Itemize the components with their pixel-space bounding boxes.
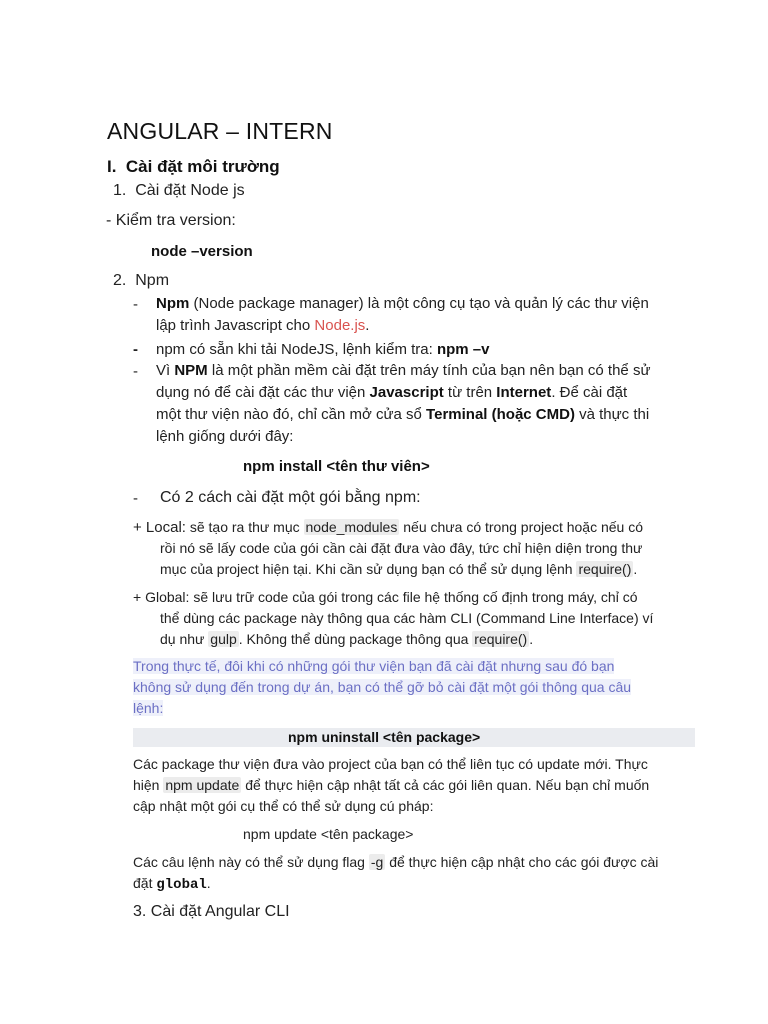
- npm-bullet-3-line-1: [156, 362, 650, 379]
- bold-term: Internet: [496, 384, 552, 401]
- text: đặt: [133, 875, 157, 891]
- global-line-2: thể dùng các package này thông qua các hàm CLI (Command Line Interface) ví: [160, 610, 654, 626]
- global-line-1: + Global: sẽ lưu trữ code của gói trong các file hệ thống cố định trong máy, chỉ có: [133, 589, 638, 605]
- text: để thực hiện cập nhật tất cả các gói liên quan. Nếu bạn chỉ muốn: [241, 777, 650, 793]
- text: dụ như: [160, 631, 209, 647]
- inline-code: node_modules: [305, 519, 398, 535]
- update-line-1: Các package thư viện đưa vào project của bạn có thể liên tục có update mới. Thực: [133, 756, 648, 772]
- local-line-2: rồi nó sẽ lấy code của gói cần cài đặt đưa vào đây, tức chỉ hiện diện trong thư: [160, 540, 643, 556]
- flag-line-2: [133, 875, 211, 893]
- note-line-1: [133, 658, 614, 674]
- text: là một phần mềm cài đặt trên máy tính của bạn nên bạn có thể sử: [207, 362, 651, 379]
- bold-command: npm –v: [436, 341, 490, 358]
- bold-term: Npm: [156, 295, 190, 312]
- npm-bullet-3-line-2: [156, 384, 627, 401]
- global-line-3: [160, 631, 533, 647]
- text: .: [529, 631, 534, 647]
- npm-bullet-2: [156, 341, 489, 358]
- text: .: [633, 561, 638, 577]
- check-version-text: - Kiểm tra version:: [106, 212, 236, 229]
- bold-term: Terminal (hoặc CMD): [426, 406, 575, 423]
- text: .: [365, 317, 370, 334]
- npm-bullet-3-line-4: lệnh giống dưới đây:: [156, 428, 294, 445]
- text: npm có sẵn khi tải NodeJS, lệnh kiểm tra:: [156, 341, 437, 358]
- text: nếu chưa có trong project hoặc nếu có: [399, 519, 643, 535]
- command-node-version: node –version: [151, 243, 253, 260]
- note-line-3: [133, 700, 163, 716]
- inline-code: -g: [370, 854, 384, 870]
- list-item-number: 2.: [113, 272, 127, 289]
- bullet-dash: -: [133, 363, 138, 380]
- section-number: I.: [107, 157, 117, 176]
- bullet-dash: -: [133, 341, 138, 358]
- text: lập trình Javascript cho: [156, 317, 315, 334]
- page-title: ANGULAR – INTERN: [107, 118, 333, 144]
- local-line-1: [133, 519, 643, 536]
- list-item-1: [113, 182, 245, 200]
- text: và thực thi: [574, 406, 650, 423]
- command-npm-update-package: npm update <tên package>: [243, 826, 414, 842]
- highlighted-text: lệnh:: [133, 700, 164, 716]
- text: để thực hiện cập nhật cho các gói được cài: [385, 854, 659, 870]
- text: Vì: [156, 362, 175, 379]
- text: (Node package manager) là một công cụ tạo và quản lý các thư viện: [189, 295, 649, 312]
- section-title: Cài đặt môi trường: [125, 157, 280, 176]
- highlighted-text: không sử dụng đến trong dự án, bạn có thể gỡ bỏ cài đặt một gói thông qua câu: [133, 679, 632, 695]
- nodejs-link[interactable]: Node.js: [314, 317, 366, 334]
- note-line-2: [133, 679, 631, 695]
- list-item-2: [113, 272, 169, 290]
- inline-code: require(): [474, 631, 528, 647]
- command-npm-uninstall: npm uninstall <tên package>: [288, 729, 481, 745]
- command-npm-install: npm install <tên thư viên>: [243, 458, 430, 475]
- inline-code: gulp: [210, 631, 237, 647]
- bold-term: global: [156, 877, 207, 893]
- bold-term: Javascript: [369, 384, 444, 401]
- local-line-3: [160, 561, 637, 577]
- text: .: [206, 875, 211, 891]
- section-heading: [107, 157, 280, 177]
- text: Các câu lệnh này có thể sử dụng flag: [133, 854, 369, 870]
- npm-bullet-1-line-1: [156, 295, 649, 312]
- text: dụng nó để cài đặt các thư viện: [156, 384, 370, 401]
- npm-bullet-1-line-2: [156, 317, 369, 334]
- text: một thư viện nào đó, chỉ cần mở cửa sổ: [156, 406, 427, 423]
- list-item-3: 3. Cài đặt Angular CLI: [133, 903, 290, 920]
- flag-line-1: [133, 854, 658, 870]
- local-label: + Local:: [133, 519, 186, 536]
- list-item-text: Npm: [135, 272, 170, 289]
- text: mục của project hiện tại. Khi cần sử dụng bạn có thể sử dụng lệnh: [160, 561, 577, 577]
- inline-code: npm update: [165, 777, 240, 793]
- bullet-dash: -: [133, 490, 138, 507]
- bold-term: NPM: [174, 362, 208, 379]
- update-line-2: [133, 777, 649, 793]
- two-ways-text: Có 2 cách cài đặt một gói bằng npm:: [160, 489, 421, 506]
- text: . Không thể dùng package thông qua: [238, 631, 473, 647]
- npm-bullet-3-line-3: [156, 406, 649, 423]
- list-item-text: Cài đặt Node js: [135, 182, 245, 199]
- list-item-number: 1.: [113, 182, 127, 199]
- bullet-dash: -: [133, 296, 138, 313]
- inline-code: require(): [578, 561, 632, 577]
- update-line-3: cập nhật một gói cụ thể có thể sử dụng cú pháp:: [133, 798, 434, 814]
- text: hiện: [133, 777, 164, 793]
- text: từ trên: [443, 384, 497, 401]
- text: sẽ tạo ra thư mục: [185, 519, 304, 535]
- text: . Để cài đặt: [551, 384, 628, 401]
- highlighted-text: Trong thực tế, đôi khi có những gói thư viện bạn đã cài đặt nhưng sau đó bạn: [133, 658, 615, 674]
